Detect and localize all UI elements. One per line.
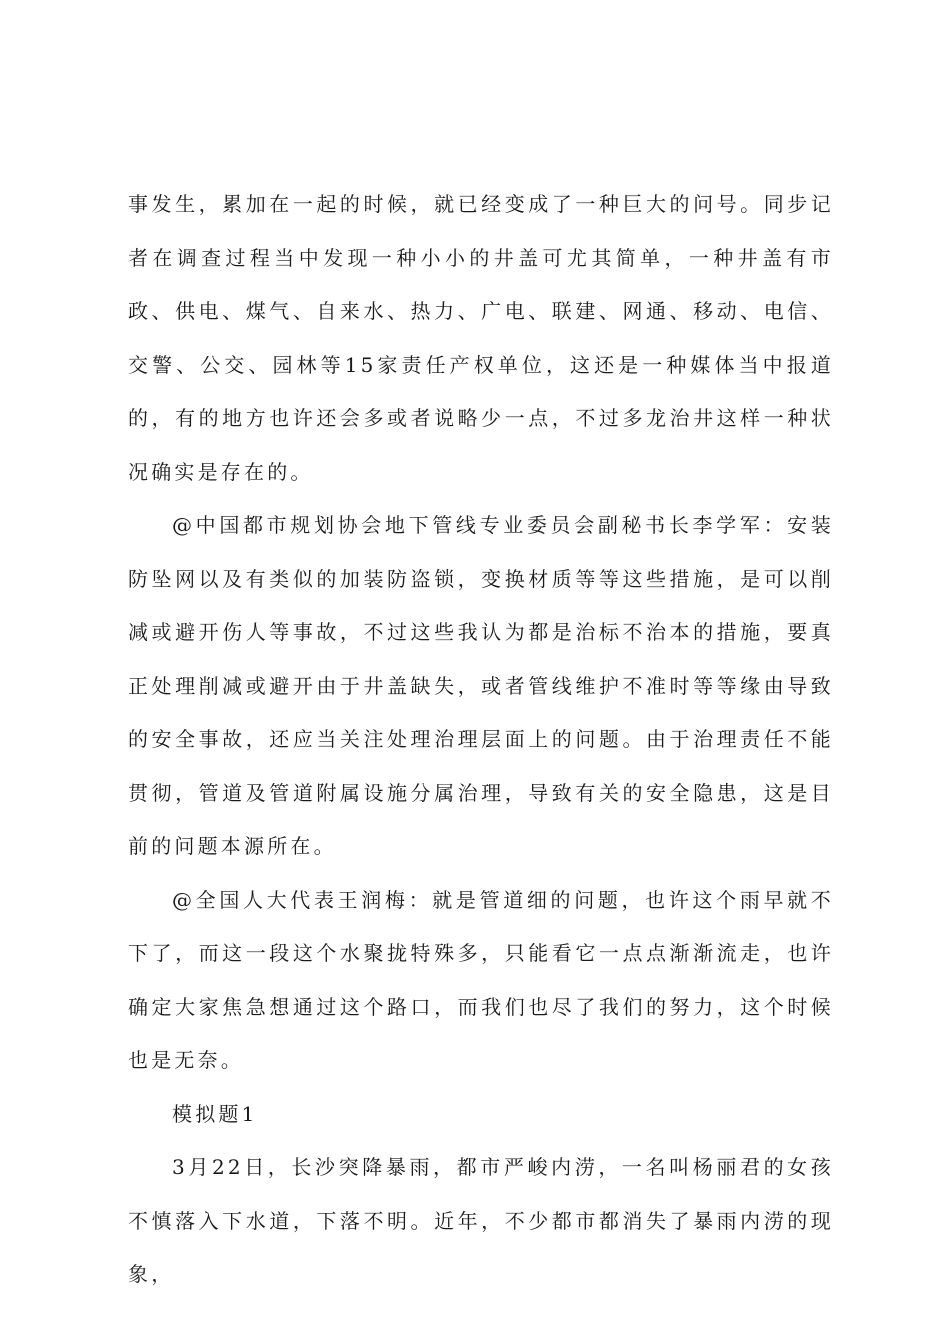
paragraph-wang-runmei-quote: @全国人大代表王润梅：就是管道细的问题，也许这个雨早就不下了，而这一段这个水聚拢特殊多，只能看它一点点渐渐流走，也许确定大家焦急想通过这个路口，而我们也尽了我们的努力，这个时候也是无奈。 bbox=[128, 887, 834, 1072]
paragraph-mock-question-body: 3月22日，长沙突降暴雨，都市严峻内涝，一名叫杨丽君的女孩不慎落入下水道，下落不明。近年，不少都市都消失了暴雨内涝的现象， bbox=[128, 1155, 834, 1286]
section-heading-mock-question: 模拟题1 bbox=[172, 1101, 258, 1126]
paragraph-li-xuejun-quote: @中国都市规划协会地下管线专业委员会副秘书长李学军：安装防坠网以及有类似的加装防盗锁，变换材质等等这些措施，是可以削减或避开伤人等事故，不过这些我认为都是治标不治本的措施，要真正处理削减或避开由于井盖缺失，或者管线维护不准时等等缘由导致的安全事故，还应当关注处理治理层面上的问题。由于治理责任不能贯彻，管道及管道附属设施分属治理，导致有关的安全隐患，这是目前的问题本源所在。 bbox=[128, 513, 834, 858]
document-body bbox=[128, 178, 834, 1302]
paragraph-continuation: 事发生，累加在一起的时候，就已经变成了一种巨大的问号。同步记者在调查过程当中发现一种小小的井盖可尤其简单，一种井盖有市政、供电、煤气、自来水、热力、广电、联建、网通、移动、电信、交警、公交、园林等15家责任产权单位，这还是一种媒体当中报道的，有的地方也许还会多或者说略少一点，不过多龙治井这样一种状况确实是存在的。 bbox=[128, 192, 834, 484]
